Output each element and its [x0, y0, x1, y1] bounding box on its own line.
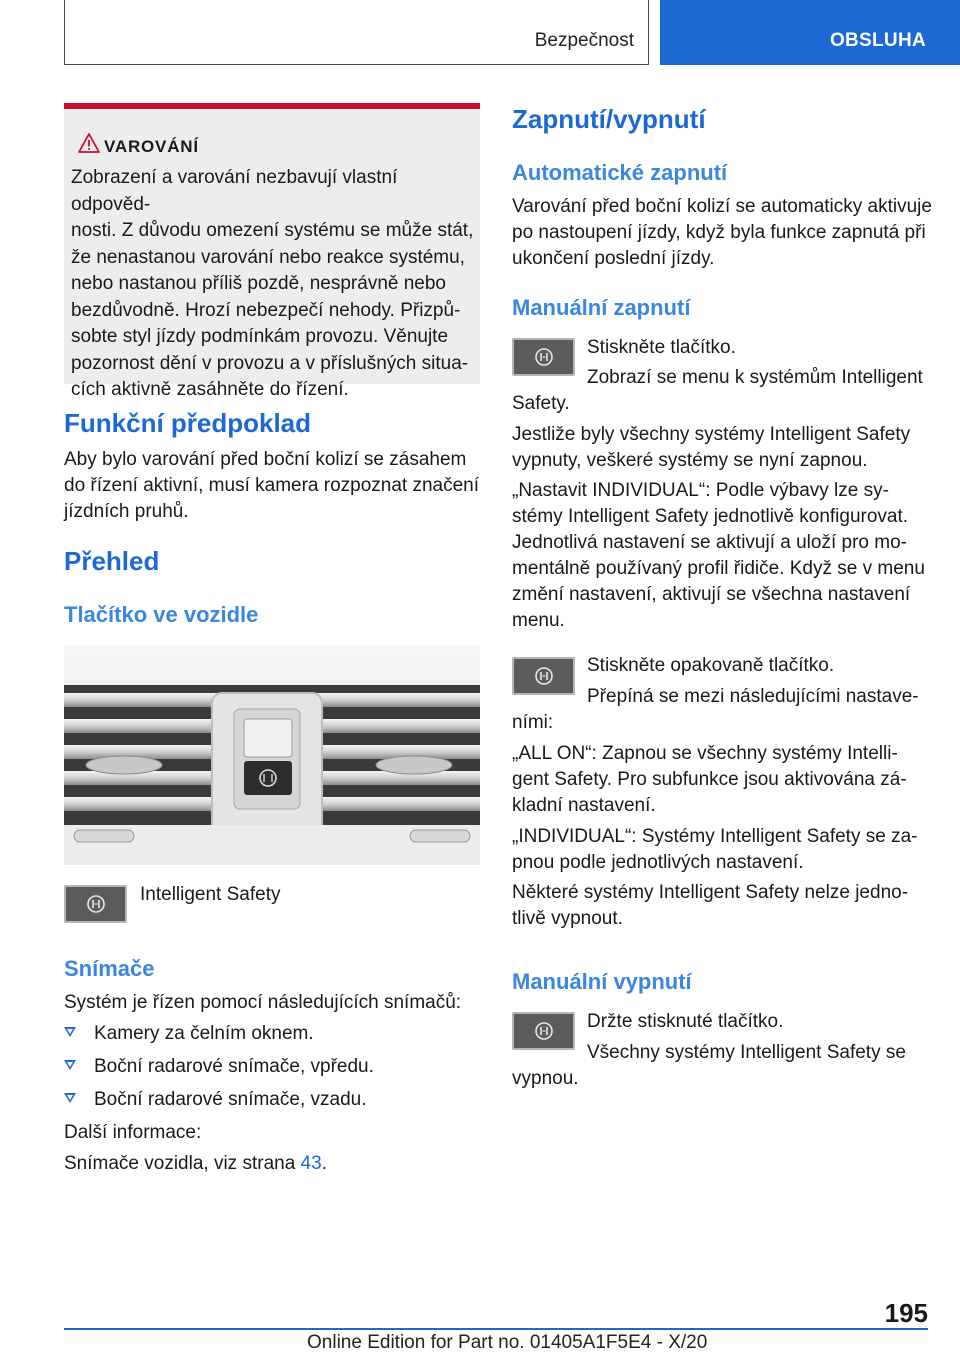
text-line: „ALL ON“: Zapnou se všechny systémy Intelli-: [512, 743, 898, 764]
list-item-text: Kamery za čelním oknem.: [94, 1023, 314, 1044]
header-section-title: Bezpečnost: [534, 30, 634, 51]
warning-line: sobte styl jízdy podmínkám provozu. Věnujte: [71, 326, 449, 347]
intelligent-safety-button-icon: [512, 338, 575, 376]
text-line: Některé systémy Intelligent Safety nelze jedno-: [512, 882, 909, 903]
press-button-text: Stiskněte tlačítko.: [587, 337, 736, 358]
warning-line: nebo nastanou příliš pozdě, nesprávně nebo: [71, 273, 446, 294]
menu-text-line2: Safety.: [512, 393, 570, 414]
intelligent-safety-icon: [533, 346, 555, 368]
page-number: 195: [884, 1298, 928, 1328]
page-link[interactable]: 43: [300, 1153, 322, 1174]
warning-box: [64, 103, 480, 400]
list-item-text: Boční radarové snímače, vzadu.: [94, 1089, 367, 1110]
heading-zapnuti-vypnuti: Zapnutí/vypnutí: [512, 104, 706, 134]
all-off-line1: Všechny systémy Intelligent Safety se: [587, 1042, 906, 1063]
footer-divider: [64, 1328, 928, 1330]
switch-text-line1: Přepíná se mezi následujícími nastave-: [587, 686, 919, 707]
bullet-triangle-icon: [64, 1027, 76, 1037]
text-line: Aby bylo varování před boční kolizí se zásahem: [64, 449, 467, 470]
heading-funkcni-predpoklad: Funkční předpoklad: [64, 408, 312, 438]
footer-edition: Online Edition for Part no. 01405A1F5E4 - X/20: [307, 1332, 708, 1353]
warning-line: pozornost dění v provozu a v příslušných situa-: [71, 352, 469, 374]
text-line: pnou podle jednotlivých nastavení.: [512, 852, 804, 873]
heading-tlacitko-ve-vozidle: Tlačítko ve vozidle: [64, 602, 259, 627]
warning-line: že nenastanou varování nebo reakce systému,: [71, 246, 465, 268]
switch-text-line2: ními:: [512, 712, 554, 733]
icon-caption: Intelligent Safety: [140, 884, 281, 905]
text-line: mentálně používaný profil řidiče. Když se v menu: [512, 558, 925, 579]
individual-text: [512, 824, 932, 876]
predpoklad-text: [64, 447, 480, 525]
header-chapter-label: OBSLUHA: [829, 30, 926, 51]
cross-reference-suffix: .: [321, 1153, 327, 1174]
all-on-text: [512, 741, 932, 819]
all-off-line2: vypnou.: [512, 1068, 579, 1089]
text-line: po nastoupení jízdy, když byla funkce zapnutá při: [512, 222, 926, 243]
text-line: stémy Intelligent Safety jednotlivě konfigurovat.: [512, 506, 909, 527]
auto-text: [512, 194, 932, 272]
further-info-label: Další informace:: [64, 1122, 202, 1143]
text-line: ukončení poslední jízdy.: [512, 248, 715, 269]
header-chapter-tab: [660, 0, 960, 65]
press-again-text: Stiskněte opakovaně tlačítko.: [587, 655, 835, 676]
snimace-intro: Systém je řízen pomocí následujících snímačů:: [64, 992, 462, 1013]
hold-button-text: Držte stisknuté tlačítko.: [587, 1011, 784, 1032]
intelligent-safety-icon: [533, 665, 555, 687]
text-line: Jestliže byly všechny systémy Intelligent Safety: [512, 424, 911, 445]
intelligent-safety-button-icon: [512, 1012, 575, 1050]
text-line: tlivě vypnout.: [512, 908, 623, 929]
warning-line: nosti. Z důvodu omezení systému se může stát,: [71, 220, 474, 241]
header-section-box: [64, 0, 649, 65]
vehicle-button-photo: [64, 645, 480, 865]
heading-automaticke-zapnuti: Automatické zapnutí: [512, 160, 728, 185]
warning-text: [71, 165, 476, 404]
text-line: „INDIVIDUAL“: Systémy Intelligent Safety se za-: [512, 826, 918, 847]
bullet-triangle-icon: [64, 1060, 76, 1070]
intelligent-safety-icon: [533, 1020, 555, 1042]
text-line: menu.: [512, 610, 565, 631]
text-line: gent Safety. Pro subfunkce jsou aktivována zá-: [512, 769, 907, 790]
all-off-text: [512, 422, 932, 474]
heading-prehled: Přehled: [64, 546, 160, 576]
warning-line: Zobrazení a varování nezbavují vlastní odpověd-: [71, 167, 398, 215]
cross-reference-text: Snímače vozidla, viz strana: [64, 1153, 301, 1174]
text-line: vypnuty, veškeré systémy se nyní zapnou.: [512, 450, 868, 471]
text-line: kladní nastavení.: [512, 795, 656, 816]
heading-manualni-zapnuti: Manuální zapnutí: [512, 295, 691, 320]
warning-line: bezdůvodně. Hrozí nebezpečí nehody. Přizpů-: [71, 299, 461, 321]
menu-text-line1: Zobrazí se menu k systémům Intelligent: [587, 367, 923, 388]
cross-reference: [64, 1151, 327, 1177]
text-line: Varování před boční kolizí se automaticky aktivuje: [512, 196, 932, 217]
bullet-triangle-icon: [64, 1093, 76, 1103]
heading-snimace: Snímače: [64, 956, 155, 981]
intelligent-safety-icon: [85, 893, 107, 915]
warning-line: cích aktivně zasáhněte do řízení.: [71, 379, 349, 400]
intelligent-safety-button-icon: [512, 657, 575, 695]
warning-triangle-icon: [78, 133, 100, 153]
warning-title: VAROVÁNÍ: [104, 137, 199, 156]
text-line: „Nastavit INDIVIDUAL“: Podle výbavy lze sy-: [512, 480, 889, 501]
text-line: jízdních pruhů.: [64, 501, 189, 522]
intelligent-safety-button-icon: [64, 885, 127, 923]
heading-manualni-vypnuti: Manuální vypnutí: [512, 969, 692, 994]
text-line: změní nastavení, aktivují se všechna nastavení: [512, 584, 911, 605]
text-line: do řízení aktivní, musí kamera rozpoznat značení: [64, 475, 480, 496]
some-systems-text: [512, 880, 932, 932]
list-item-text: Boční radarové snímače, vpředu.: [94, 1056, 374, 1077]
vehicle-air-vent-illustration: [64, 645, 480, 865]
individual-setting-text: [512, 478, 932, 634]
text-line: Jednotlivá nastavení se aktivují a uloží pro mo-: [512, 532, 907, 553]
